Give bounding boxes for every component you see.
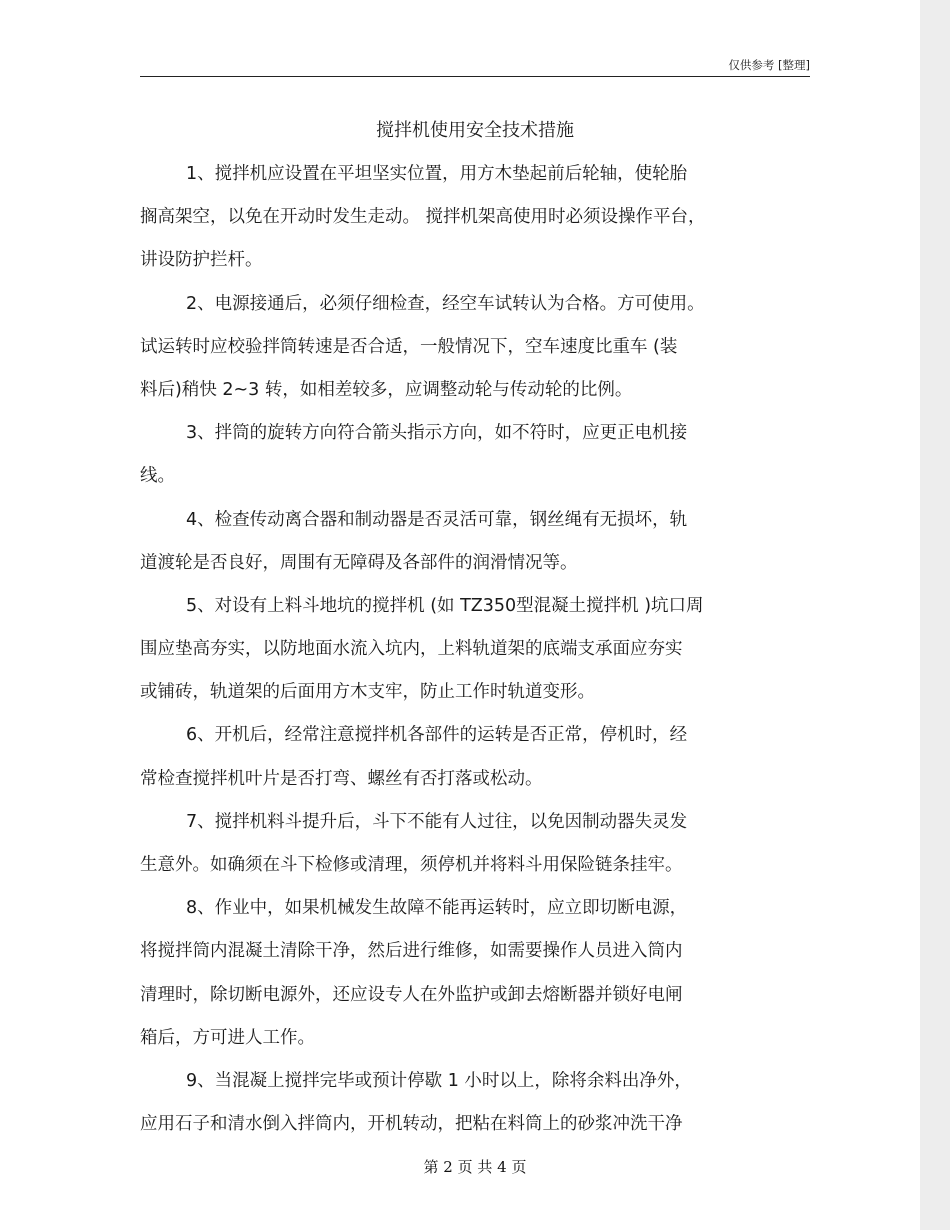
paragraph-line: 箱后，方可进人工作。 bbox=[140, 1027, 315, 1048]
header-divider bbox=[140, 76, 810, 77]
paragraph-line: 3、拌筒的旋转方向符合箭头指示方向，如不符时，应更正电机接 bbox=[186, 423, 688, 444]
paragraph-line: 7、搅拌机料斗提升后，斗下不能有人过往，以免因制动器失灵发 bbox=[186, 811, 688, 832]
paragraph-line: 常检查搅拌机叶片是否打弯、螺丝有否打落或松动。 bbox=[140, 768, 543, 789]
paragraph-line: 4、检查传动离合器和制动器是否灵活可靠，钢丝绳有无损坏，轨 bbox=[186, 509, 688, 530]
paragraph-line: 讲设防护拦杆。 bbox=[140, 250, 263, 271]
paragraph-line: 9、当混凝上搅拌完毕或预计停歇 1 小时以上，除将余料出净外， bbox=[186, 1070, 692, 1091]
document-title: 搅拌机使用安全技术措施 bbox=[376, 120, 574, 141]
paragraph-line: 6、开机后，经常注意搅拌机各部件的运转是否正常，停机时，经 bbox=[186, 725, 688, 746]
header-note: 仅供参考 [整理] bbox=[728, 58, 810, 72]
paragraph-line: 生意外。如确须在斗下检修或清理，须停机并将料斗用保险链条挂牢。 bbox=[140, 855, 683, 875]
paragraph-line: 道渡轮是否良好，周围有无障碍及各部件的润滑情况等。 bbox=[140, 552, 578, 573]
paragraph-line: 线。 bbox=[140, 466, 175, 487]
paragraph-line: 将搅拌筒内混凝土清除干净，然后进行维修，如需要操作人员进入筒内 bbox=[140, 941, 683, 962]
paragraph-line: 5、对设有上料斗地坑的搅拌机 (如 TZ350型混凝土搅拌机 )坑口周 bbox=[186, 595, 704, 616]
paragraph-line: 料后)稍快 2~3 转，如相差较多，应调整动轮与传动轮的比例。 bbox=[140, 379, 633, 400]
page-number: 第 2 页 共 4 页 bbox=[423, 1158, 527, 1176]
paragraph-line: 8、作业中，如果机械发生故障不能再运转时，应立即切断电源， bbox=[186, 898, 688, 919]
paragraph-line: 试运转时应校验拌筒转速是否合适，一般情况下，空车速度比重车 (装 bbox=[140, 336, 678, 357]
paragraph-line: 清理时，除切断电源外，还应设专人在外监护或卸去熔断器并锁好电闸 bbox=[140, 984, 683, 1005]
paragraph-line: 或铺砖，轨道架的后面用方木支牢，防止工作时轨道变形。 bbox=[140, 682, 595, 703]
paragraph-line: 2、电源接通后，必须仔细检查，经空车试转认为合格。方可使用。 bbox=[186, 293, 705, 314]
paragraph-line: 1、搅拌机应设置在平坦坚实位置，用方木垫起前后轮轴，使轮胎 bbox=[186, 164, 688, 184]
paragraph-line: 搁高架空，以免在开动时发生走动。 搅拌机架高使用时必须设操作平台， bbox=[140, 207, 706, 228]
document-body bbox=[140, 153, 820, 1146]
paragraph-line: 应用石子和清水倒入拌筒内，开机转动，把粘在料筒上的砂浆冲洗干净 bbox=[140, 1114, 683, 1135]
paragraph-line: 围应垫高夯实，以防地面水流入坑内，上料轨道架的底端支承面应夯实 bbox=[140, 639, 683, 660]
